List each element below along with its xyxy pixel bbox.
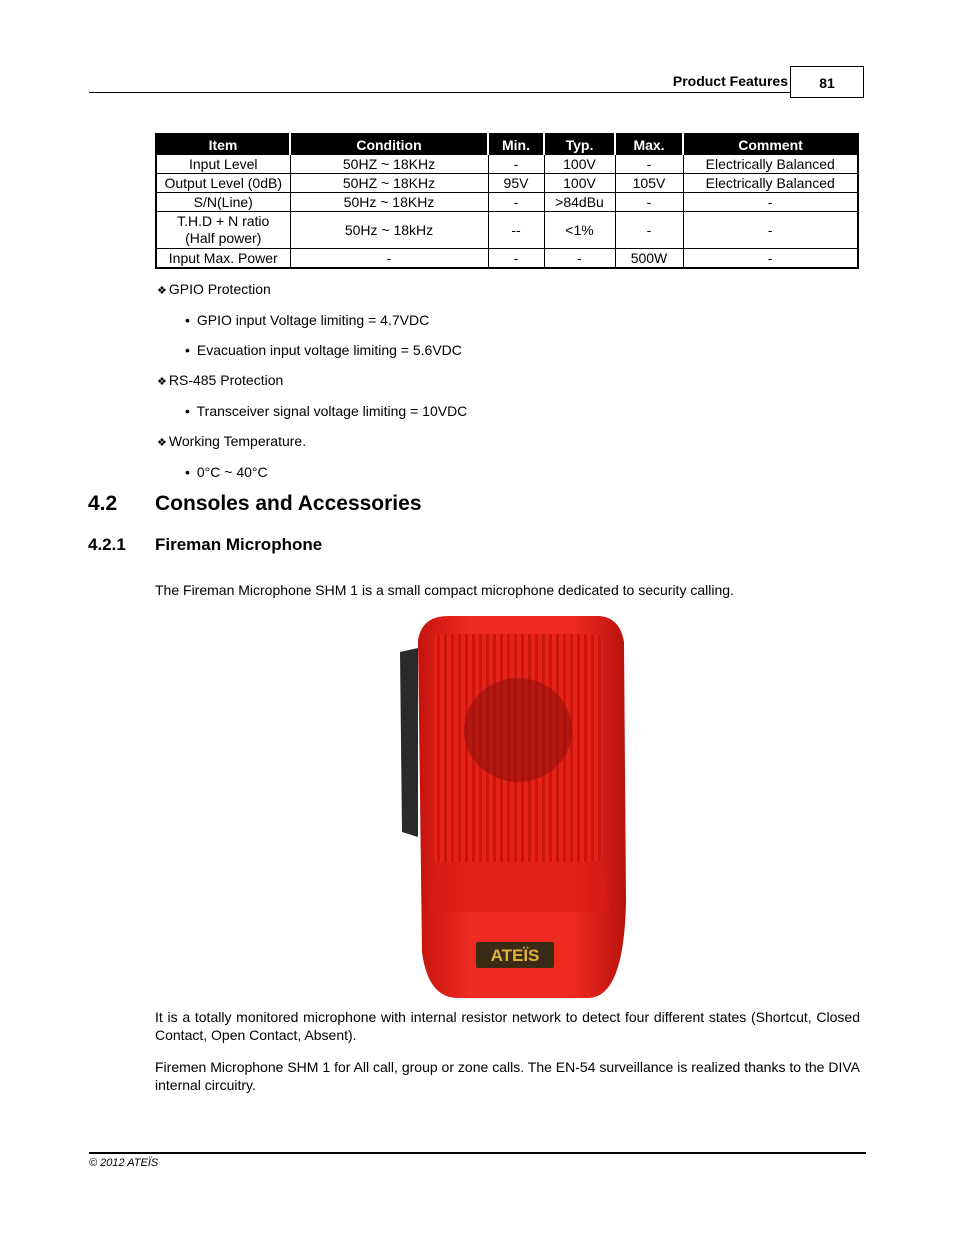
table-row	[156, 193, 858, 212]
fireman-microphone-image	[388, 612, 628, 1000]
table-row	[156, 155, 858, 174]
table-cell: Input Max. Power	[156, 249, 290, 269]
protection-title: Working Temperature.	[168, 433, 307, 449]
table-cell: Output Level (0dB)	[156, 174, 290, 193]
list-item	[185, 463, 268, 481]
table-header-cell: Item	[156, 134, 290, 155]
speaker-hole	[464, 678, 572, 782]
table-cell: 105V	[615, 174, 683, 193]
table-row	[156, 212, 858, 249]
table-cell	[156, 212, 290, 249]
table-header-row	[156, 134, 858, 155]
bullet-icon: •	[185, 464, 190, 480]
table-header-cell: Comment	[683, 134, 858, 155]
footer-rule	[89, 1152, 866, 1154]
side-clip	[400, 648, 418, 837]
brand-label: ATEÏS	[490, 946, 540, 965]
header-section-title: Product Features	[672, 73, 788, 89]
diamond-bullet-icon: ❖	[157, 285, 167, 297]
bullet-icon: •	[185, 342, 190, 358]
table-cell: 100V	[544, 174, 615, 193]
table-header-cell: Condition	[290, 134, 488, 155]
list-item-text: Evacuation input voltage limiting = 5.6VDC	[196, 342, 462, 358]
table-cell: -	[615, 212, 683, 249]
footer-copyright: © 2012 ATEÏS	[89, 1157, 159, 1169]
spec-table	[155, 133, 859, 269]
subsection-number: 4.2.1	[88, 535, 126, 554]
protection-title: RS-485 Protection	[168, 372, 284, 388]
table-cell: -	[615, 155, 683, 174]
table-cell: --	[488, 212, 544, 249]
section-heading	[88, 492, 422, 516]
surveillance-paragraph: Firemen Microphone SHM 1 for All call, group or zone calls. The EN-54 surveillance is realized thanks to the DIVA internal circuitry.	[155, 1059, 860, 1093]
list-item-text: 0°C ~ 40°C	[196, 464, 268, 480]
table-cell: 50Hz ~ 18kHz	[290, 212, 488, 249]
subsection-title: Fireman Microphone	[155, 535, 323, 554]
protection-heading	[157, 432, 306, 452]
subsection-heading	[88, 535, 322, 555]
table-cell: -	[683, 249, 858, 269]
table-cell: -	[683, 193, 858, 212]
table-cell-line: T.H.D + N ratio	[177, 213, 270, 229]
table-cell: Electrically Balanced	[683, 174, 858, 193]
table-cell: <1%	[544, 212, 615, 249]
table-cell: -	[488, 155, 544, 174]
table-header-cell: Typ.	[544, 134, 615, 155]
intro-paragraph: The Fireman Microphone SHM 1 is a small compact microphone dedicated to security calling.	[155, 582, 734, 598]
table-row	[156, 249, 858, 269]
table-cell: S/N(Line)	[156, 193, 290, 212]
list-item	[185, 341, 462, 359]
section-number: 4.2	[88, 492, 118, 515]
bullet-icon: •	[185, 312, 190, 328]
table-cell: -	[488, 249, 544, 269]
protection-heading	[157, 371, 283, 391]
table-cell: 100V	[544, 155, 615, 174]
table-cell: -	[290, 249, 488, 269]
list-item-text: GPIO input Voltage limiting = 4.7VDC	[196, 312, 430, 328]
diamond-bullet-icon: ❖	[157, 376, 167, 388]
list-item	[185, 402, 467, 420]
table-header-cell: Max.	[615, 134, 683, 155]
table-cell: 50HZ ~ 18KHz	[290, 155, 488, 174]
table-cell: >84dBu	[544, 193, 615, 212]
protection-heading	[157, 280, 271, 300]
diamond-bullet-icon: ❖	[157, 437, 167, 449]
table-cell-subline: (Half power)	[185, 230, 262, 246]
bullet-icon: •	[185, 403, 190, 419]
list-item	[185, 311, 429, 329]
table-cell: 95V	[488, 174, 544, 193]
table-cell: -	[544, 249, 615, 269]
table-cell: -	[488, 193, 544, 212]
header-rule	[89, 92, 791, 93]
table-cell: Input Level	[156, 155, 290, 174]
table-cell: -	[683, 212, 858, 249]
list-item-text: Transceiver signal voltage limiting = 10VDC	[196, 403, 468, 419]
table-cell: 50HZ ~ 18KHz	[290, 174, 488, 193]
table-cell: Electrically Balanced	[683, 155, 858, 174]
section-title: Consoles and Accessories	[155, 492, 422, 515]
table-cell: 500W	[615, 249, 683, 269]
page-number: 81	[790, 66, 864, 98]
protection-title: GPIO Protection	[168, 281, 271, 297]
table-cell: -	[615, 193, 683, 212]
table-cell: 50Hz ~ 18KHz	[290, 193, 488, 212]
table-row	[156, 174, 858, 193]
table-header-cell: Min.	[488, 134, 544, 155]
monitoring-paragraph: It is a totally monitored microphone with internal resistor network to detect four different states (Shortcut, Closed Contact, Open Contact, Absent).	[155, 1009, 860, 1043]
